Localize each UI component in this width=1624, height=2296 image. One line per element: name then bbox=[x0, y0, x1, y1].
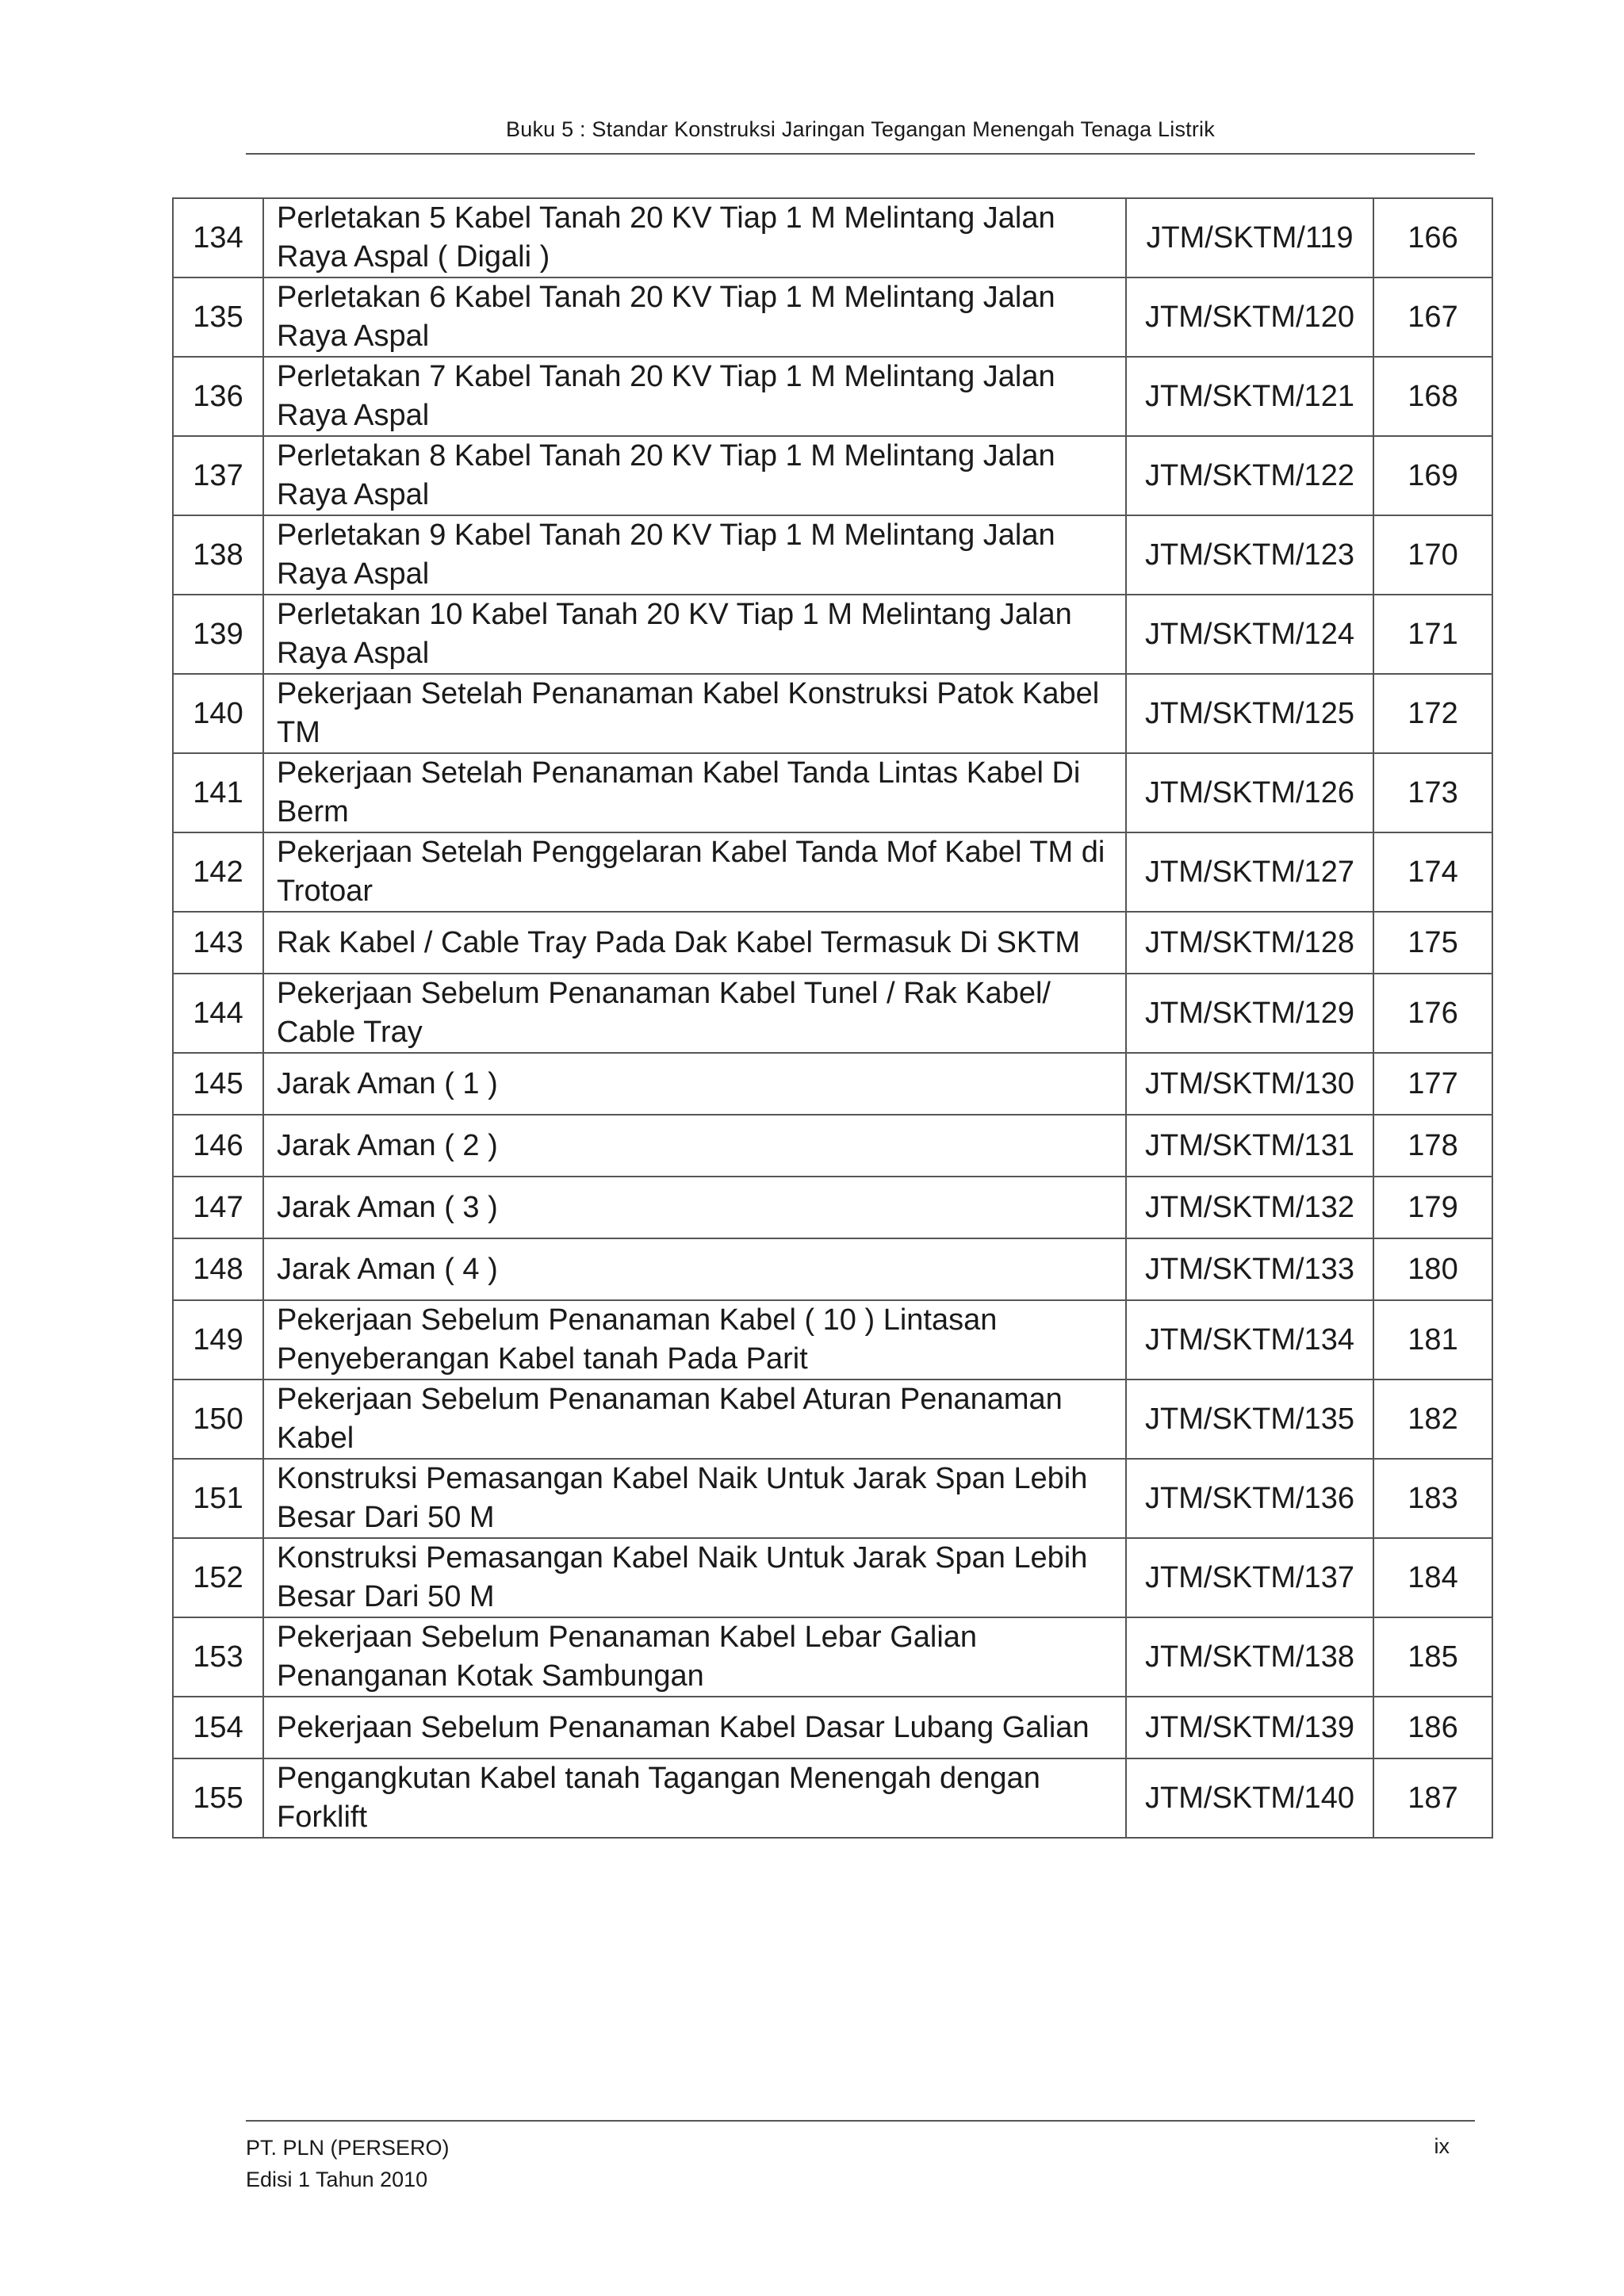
row-title: Pekerjaan Setelah Penanaman Kabel Tanda Lintas Kabel Di Berm bbox=[263, 753, 1126, 832]
table-row bbox=[173, 674, 1492, 753]
row-number: 153 bbox=[173, 1617, 263, 1697]
row-title: Perletakan 6 Kabel Tanah 20 KV Tiap 1 M Melintang Jalan Raya Aspal bbox=[263, 277, 1126, 357]
row-title: Pekerjaan Sebelum Penanaman Kabel Tunel / Rak Kabel/ Cable Tray bbox=[263, 974, 1126, 1053]
table-row bbox=[173, 436, 1492, 515]
row-code: JTM/SKTM/130 bbox=[1126, 1053, 1373, 1115]
header-divider bbox=[246, 153, 1475, 155]
table-row bbox=[173, 1300, 1492, 1380]
row-code: JTM/SKTM/132 bbox=[1126, 1177, 1373, 1238]
row-title: Perletakan 8 Kabel Tanah 20 KV Tiap 1 M Melintang Jalan Raya Aspal bbox=[263, 436, 1126, 515]
row-number: 149 bbox=[173, 1300, 263, 1380]
row-page: 187 bbox=[1373, 1758, 1492, 1838]
row-title: Perletakan 9 Kabel Tanah 20 KV Tiap 1 M Melintang Jalan Raya Aspal bbox=[263, 515, 1126, 595]
row-code: JTM/SKTM/133 bbox=[1126, 1238, 1373, 1300]
row-code: JTM/SKTM/131 bbox=[1126, 1115, 1373, 1177]
row-title: Jarak Aman ( 2 ) bbox=[263, 1115, 1126, 1177]
row-page: 172 bbox=[1373, 674, 1492, 753]
footer-edition: Edisi 1 Tahun 2010 bbox=[246, 2168, 428, 2191]
row-number: 137 bbox=[173, 436, 263, 515]
row-page: 173 bbox=[1373, 753, 1492, 832]
table-row bbox=[173, 1238, 1492, 1300]
row-code: JTM/SKTM/138 bbox=[1126, 1617, 1373, 1697]
row-page: 181 bbox=[1373, 1300, 1492, 1380]
row-page: 171 bbox=[1373, 595, 1492, 674]
table-row bbox=[173, 277, 1492, 357]
row-code: JTM/SKTM/121 bbox=[1126, 357, 1373, 436]
row-number: 141 bbox=[173, 753, 263, 832]
table-row bbox=[173, 1758, 1492, 1838]
row-title: Jarak Aman ( 4 ) bbox=[263, 1238, 1126, 1300]
row-code: JTM/SKTM/135 bbox=[1126, 1380, 1373, 1459]
table-row bbox=[173, 1053, 1492, 1115]
row-number: 151 bbox=[173, 1459, 263, 1538]
row-number: 147 bbox=[173, 1177, 263, 1238]
row-title: Perletakan 7 Kabel Tanah 20 KV Tiap 1 M Melintang Jalan Raya Aspal bbox=[263, 357, 1126, 436]
row-number: 143 bbox=[173, 912, 263, 974]
row-number: 140 bbox=[173, 674, 263, 753]
row-title: Jarak Aman ( 3 ) bbox=[263, 1177, 1126, 1238]
row-number: 134 bbox=[173, 198, 263, 277]
table-row bbox=[173, 832, 1492, 912]
row-page: 169 bbox=[1373, 436, 1492, 515]
table-row bbox=[173, 1538, 1492, 1617]
row-number: 145 bbox=[173, 1053, 263, 1115]
row-page: 185 bbox=[1373, 1617, 1492, 1697]
row-code: JTM/SKTM/120 bbox=[1126, 277, 1373, 357]
table-row bbox=[173, 1697, 1492, 1758]
page-number: ix bbox=[1434, 2134, 1450, 2158]
row-title: Perletakan 10 Kabel Tanah 20 KV Tiap 1 M Melintang Jalan Raya Aspal bbox=[263, 595, 1126, 674]
row-title: Rak Kabel / Cable Tray Pada Dak Kabel Termasuk Di SKTM bbox=[263, 912, 1126, 974]
row-page: 166 bbox=[1373, 198, 1492, 277]
row-code: JTM/SKTM/134 bbox=[1126, 1300, 1373, 1380]
row-code: JTM/SKTM/126 bbox=[1126, 753, 1373, 832]
footer-company: PT. PLN (PERSERO) bbox=[246, 2136, 450, 2160]
row-title: Pekerjaan Sebelum Penanaman Kabel Lebar Galian Penanganan Kotak Sambungan bbox=[263, 1617, 1126, 1697]
table-row bbox=[173, 1380, 1492, 1459]
row-code: JTM/SKTM/136 bbox=[1126, 1459, 1373, 1538]
row-page: 183 bbox=[1373, 1459, 1492, 1538]
row-page: 178 bbox=[1373, 1115, 1492, 1177]
table-row bbox=[173, 515, 1492, 595]
row-title: Pengangkutan Kabel tanah Tagangan Menengah dengan Forklift bbox=[263, 1758, 1126, 1838]
row-page: 167 bbox=[1373, 277, 1492, 357]
row-title: Konstruksi Pemasangan Kabel Naik Untuk Jarak Span Lebih Besar Dari 50 M bbox=[263, 1459, 1126, 1538]
row-number: 142 bbox=[173, 832, 263, 912]
table-row bbox=[173, 1617, 1492, 1697]
row-code: JTM/SKTM/127 bbox=[1126, 832, 1373, 912]
table-row bbox=[173, 198, 1492, 277]
contents-table bbox=[172, 197, 1493, 1839]
row-page: 177 bbox=[1373, 1053, 1492, 1115]
row-number: 154 bbox=[173, 1697, 263, 1758]
row-title: Konstruksi Pemasangan Kabel Naik Untuk Jarak Span Lebih Besar Dari 50 M bbox=[263, 1538, 1126, 1617]
row-number: 150 bbox=[173, 1380, 263, 1459]
row-number: 136 bbox=[173, 357, 263, 436]
row-code: JTM/SKTM/128 bbox=[1126, 912, 1373, 974]
row-code: JTM/SKTM/119 bbox=[1126, 198, 1373, 277]
row-code: JTM/SKTM/139 bbox=[1126, 1697, 1373, 1758]
table-row bbox=[173, 912, 1492, 974]
row-page: 170 bbox=[1373, 515, 1492, 595]
row-number: 148 bbox=[173, 1238, 263, 1300]
table-row bbox=[173, 1459, 1492, 1538]
row-code: JTM/SKTM/125 bbox=[1126, 674, 1373, 753]
row-title: Pekerjaan Setelah Penggelaran Kabel Tanda Mof Kabel TM di Trotoar bbox=[263, 832, 1126, 912]
row-page: 184 bbox=[1373, 1538, 1492, 1617]
row-page: 174 bbox=[1373, 832, 1492, 912]
row-page: 179 bbox=[1373, 1177, 1492, 1238]
row-code: JTM/SKTM/137 bbox=[1126, 1538, 1373, 1617]
row-title: Pekerjaan Sebelum Penanaman Kabel Aturan Penanaman Kabel bbox=[263, 1380, 1126, 1459]
row-code: JTM/SKTM/122 bbox=[1126, 436, 1373, 515]
row-number: 138 bbox=[173, 515, 263, 595]
row-title: Pekerjaan Sebelum Penanaman Kabel Dasar Lubang Galian bbox=[263, 1697, 1126, 1758]
row-code: JTM/SKTM/123 bbox=[1126, 515, 1373, 595]
page-header-title: Buku 5 : Standar Konstruksi Jaringan Tegangan Menengah Tenaga Listrik bbox=[506, 117, 1215, 141]
row-title: Pekerjaan Setelah Penanaman Kabel Konstruksi Patok Kabel TM bbox=[263, 674, 1126, 753]
row-title: Pekerjaan Sebelum Penanaman Kabel ( 10 ) Lintasan Penyeberangan Kabel tanah Pada Parit bbox=[263, 1300, 1126, 1380]
row-page: 175 bbox=[1373, 912, 1492, 974]
row-page: 168 bbox=[1373, 357, 1492, 436]
row-number: 144 bbox=[173, 974, 263, 1053]
row-page: 182 bbox=[1373, 1380, 1492, 1459]
table-row bbox=[173, 1177, 1492, 1238]
row-number: 146 bbox=[173, 1115, 263, 1177]
table-row bbox=[173, 1115, 1492, 1177]
row-title: Jarak Aman ( 1 ) bbox=[263, 1053, 1126, 1115]
row-number: 139 bbox=[173, 595, 263, 674]
row-title: Perletakan 5 Kabel Tanah 20 KV Tiap 1 M Melintang Jalan Raya Aspal ( Digali ) bbox=[263, 198, 1126, 277]
row-code: JTM/SKTM/140 bbox=[1126, 1758, 1373, 1838]
row-page: 186 bbox=[1373, 1697, 1492, 1758]
row-page: 176 bbox=[1373, 974, 1492, 1053]
footer-divider bbox=[246, 2120, 1475, 2122]
table-row bbox=[173, 974, 1492, 1053]
row-code: JTM/SKTM/129 bbox=[1126, 974, 1373, 1053]
table-row bbox=[173, 357, 1492, 436]
row-number: 152 bbox=[173, 1538, 263, 1617]
row-page: 180 bbox=[1373, 1238, 1492, 1300]
row-code: JTM/SKTM/124 bbox=[1126, 595, 1373, 674]
row-number: 155 bbox=[173, 1758, 263, 1838]
row-number: 135 bbox=[173, 277, 263, 357]
table-row bbox=[173, 753, 1492, 832]
table-row bbox=[173, 595, 1492, 674]
